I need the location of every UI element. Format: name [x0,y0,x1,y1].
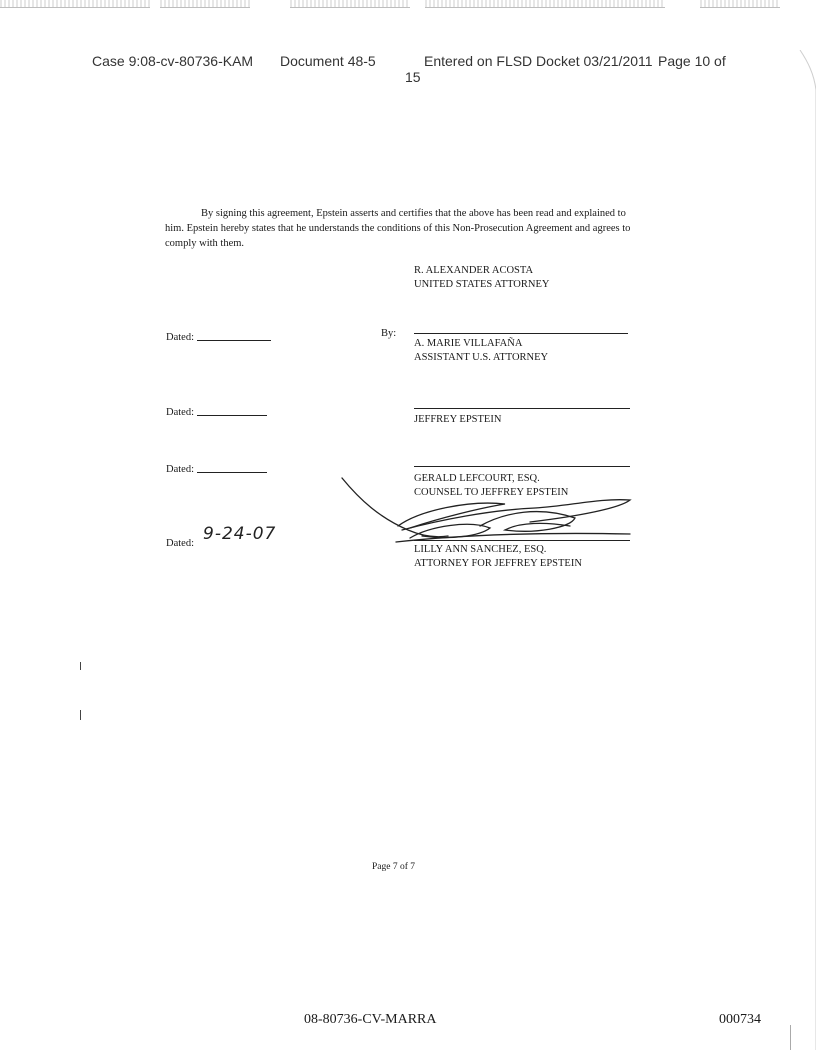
scan-margin-artifact [790,50,816,1050]
handwritten-date: 9-24-07 [203,524,277,544]
villafana-title: ASSISTANT U.S. ATTORNEY [414,352,549,363]
filing-page-number: Page 10 of [658,53,726,69]
signature-line-lefcourt [414,466,630,467]
acosta-title: UNITED STATES ATTORNEY [414,279,550,290]
footer-bates-number: 000734 [719,1012,761,1027]
case-number: Case 9:08-cv-80736-KAM [92,53,254,69]
dated-field-2: Dated: [166,407,267,418]
lefcourt-title: COUNSEL TO JEFFREY EPSTEIN [414,487,569,498]
dated-field-3: Dated: [166,464,267,475]
scan-speck [80,710,81,720]
by-label: By: [381,328,397,339]
document-number: Document 48-5 [280,53,376,69]
certification-text: By signing this agreement, Epstein asserts and certifies that the above has been read and explained to him. Epstein hereby states that he understands the conditions of this Non-Prosecution Agreement and agrees to comply with them. [165,208,631,249]
signature-line-villafana [414,333,628,334]
page-number: Page 7 of 7 [372,862,416,872]
acosta-name: R. ALEXANDER ACOSTA [414,265,534,276]
scan-edge-artifact [0,0,816,10]
docket-entry-date: Entered on FLSD Docket 03/21/2011 [424,53,653,69]
sanchez-name: LILLY ANN SANCHEZ, ESQ. [414,544,547,555]
sanchez-title: ATTORNEY FOR JEFFREY EPSTEIN [414,558,582,569]
villafana-name: A. MARIE VILLAFAÑA [414,338,523,349]
lefcourt-name: GERALD LEFCOURT, ESQ. [414,473,540,484]
signature-line-sanchez [414,540,630,541]
signature-line-epstein [414,408,630,409]
dated-field-4: Dated: [166,538,194,549]
scan-speck [80,662,81,670]
certification-paragraph [165,206,645,251]
dated-field-1: Dated: [166,332,271,343]
footer-case-ref: 08-80736-CV-MARRA [304,1012,437,1027]
filing-page-total: 15 [405,69,421,85]
epstein-name: JEFFREY EPSTEIN [414,414,502,425]
